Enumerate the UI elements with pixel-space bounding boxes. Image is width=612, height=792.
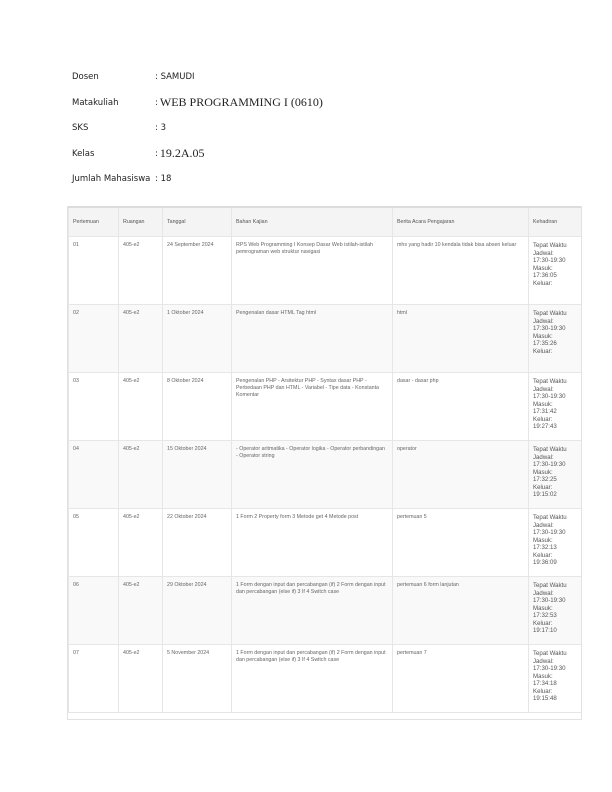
cell-bahan-kajian: Pengenalan dasar HTML Tag html (232, 305, 393, 373)
cell-tanggal: 5 November 2024 (163, 645, 232, 713)
cell-kehadiran (529, 441, 582, 509)
cell-pertemuan: 06 (69, 577, 119, 645)
cell-pertemuan: 07 (69, 645, 119, 713)
schedule-time: 17:30-19:30 (533, 325, 566, 332)
attendance-table-container (67, 206, 582, 720)
checkout-time: 19:15:02 (533, 491, 557, 498)
header-kehadiran: Kehadiran (529, 207, 582, 237)
checkin-label: Masuk: (533, 536, 553, 544)
table-header-row (69, 207, 582, 237)
schedule-label: Jadwal: (533, 317, 554, 325)
cell-berita-acara: pertemuan 7 (393, 645, 529, 713)
info-colon: : (155, 97, 158, 108)
cell-ruangan: 405-e2 (119, 577, 163, 645)
table-row (69, 577, 582, 645)
checkin-label: Masuk: (533, 332, 553, 340)
info-label: Jumlah Mahasiswa (72, 174, 151, 184)
attendance-status: Tepat Waktu (533, 310, 567, 317)
checkin-time: 17:36:05 (533, 272, 557, 279)
info-label: SKS (72, 123, 89, 133)
schedule-time: 17:30-19:30 (533, 393, 566, 400)
cell-pertemuan: 01 (69, 237, 119, 305)
info-colon: : (155, 148, 158, 159)
checkin-label: Masuk: (533, 604, 553, 612)
cell-tanggal: 24 September 2024 (163, 237, 232, 305)
table-row (69, 373, 582, 441)
table-row (69, 237, 582, 305)
class-code: 19.2A.05 (159, 145, 205, 160)
cell-bahan-kajian: RPS Web Programming I Konsep Dasar Web istilah-istilah pemrograman web struktur navigasi (232, 237, 393, 305)
cell-pertemuan: 02 (69, 305, 119, 373)
schedule-time: 17:30-19:30 (533, 529, 566, 536)
checkin-label: Masuk: (533, 468, 553, 476)
info-value: : SAMUDI (155, 72, 195, 82)
cell-bahan-kajian: 1 Form dengan input dan percabangan (if) 2 Form dengan input dan percabangan (else if) 3 If 4 Switch case (232, 645, 393, 713)
checkout-label: Keluar: (533, 483, 553, 491)
course-name: WEB PROGRAMMING I (0610) (159, 94, 323, 109)
checkin-time: 17:32:53 (533, 612, 557, 619)
info-value: : 3 (155, 123, 166, 133)
info-row-matakuliah (72, 96, 552, 122)
info-label: Dosen (72, 72, 99, 82)
info-row-sks (72, 121, 552, 147)
cell-berita-acara: dasar - dasar php (393, 373, 529, 441)
cell-kehadiran (529, 645, 582, 713)
checkin-label: Masuk: (533, 672, 553, 680)
info-row-dosen (72, 70, 552, 96)
cell-bahan-kajian: Pengenalan PHP - Arsitektur PHP - Syntax dasar PHP - Perbedaan PHP dan HTML - Variabel - Tipe data - Konstanta Komentar (232, 373, 393, 441)
cell-kehadiran (529, 577, 582, 645)
attendance-status: Tepat Waktu (533, 242, 567, 249)
attendance-table (68, 206, 582, 713)
cell-bahan-kajian: 1 Form dengan input dan percabangan (if) 2 Form dengan input dan percabangan (else if) 3 If 4 Switch case (232, 577, 393, 645)
cell-ruangan: 405-e2 (119, 645, 163, 713)
header-ruangan: Ruangan (119, 207, 163, 237)
checkin-label: Masuk: (533, 400, 553, 408)
cell-tanggal: 29 Oktober 2024 (163, 577, 232, 645)
checkout-time: 19:17:10 (533, 627, 557, 634)
checkout-time: 19:27:43 (533, 423, 557, 430)
schedule-label: Jadwal: (533, 385, 554, 393)
cell-ruangan: 405-e2 (119, 237, 163, 305)
attendance-status: Tepat Waktu (533, 446, 567, 453)
cell-ruangan: 405-e2 (119, 441, 163, 509)
header-bahan-kajian: Bahan Kajian (232, 207, 393, 237)
schedule-time: 17:30-19:30 (533, 665, 566, 672)
cell-ruangan: 405-e2 (119, 509, 163, 577)
schedule-time: 17:30-19:30 (533, 257, 566, 264)
cell-kehadiran (529, 305, 582, 373)
schedule-time: 17:30-19:30 (533, 597, 566, 604)
cell-pertemuan: 03 (69, 373, 119, 441)
schedule-label: Jadwal: (533, 249, 554, 257)
cell-pertemuan: 05 (69, 509, 119, 577)
cell-ruangan: 405-e2 (119, 373, 163, 441)
cell-tanggal: 8 Oktober 2024 (163, 373, 232, 441)
checkin-label: Masuk: (533, 264, 553, 272)
cell-bahan-kajian: 1 Form 2 Property form 3 Metode get 4 Metode post (232, 509, 393, 577)
info-row-jumlah-mahasiswa (72, 172, 552, 198)
checkin-time: 17:31:42 (533, 408, 557, 415)
schedule-label: Jadwal: (533, 589, 554, 597)
table-row (69, 305, 582, 373)
schedule-label: Jadwal: (533, 521, 554, 529)
checkout-time: 19:36:09 (533, 559, 557, 566)
cell-kehadiran (529, 237, 582, 305)
cell-berita-acara: operator (393, 441, 529, 509)
cell-kehadiran (529, 373, 582, 441)
cell-berita-acara: html (393, 305, 529, 373)
info-value (155, 146, 205, 161)
checkout-label: Keluar: (533, 415, 553, 423)
checkin-time: 17:32:25 (533, 476, 557, 483)
header-tanggal: Tanggal (163, 207, 232, 237)
attendance-status: Tepat Waktu (533, 514, 567, 521)
info-label: Matakuliah (72, 97, 119, 108)
schedule-label: Jadwal: (533, 453, 554, 461)
checkout-label: Keluar: (533, 347, 553, 355)
info-row-kelas (72, 147, 552, 173)
schedule-label: Jadwal: (533, 657, 554, 665)
attendance-status: Tepat Waktu (533, 582, 567, 589)
course-info (72, 70, 552, 198)
cell-tanggal: 22 Oktober 2024 (163, 509, 232, 577)
checkin-time: 17:34:18 (533, 680, 557, 687)
table-row (69, 645, 582, 713)
checkout-label: Keluar: (533, 619, 553, 627)
table-row (69, 509, 582, 577)
cell-berita-acara: mhs yang hadir 10 kendala tidak bisa absen keluar (393, 237, 529, 305)
info-value (155, 95, 323, 110)
cell-bahan-kajian: - Operator aritmatika - Operator logika - Operator perbandingan - Operator string (232, 441, 393, 509)
cell-kehadiran (529, 509, 582, 577)
attendance-status: Tepat Waktu (533, 650, 567, 657)
header-berita-acara: Berita Acara Pengajaran (393, 207, 529, 237)
checkout-time: 19:15:48 (533, 695, 557, 702)
info-value: : 18 (155, 174, 172, 184)
checkin-time: 17:35:26 (533, 340, 557, 347)
attendance-status: Tepat Waktu (533, 378, 567, 385)
checkout-label: Keluar: (533, 279, 553, 287)
cell-pertemuan: 04 (69, 441, 119, 509)
header-pertemuan: Pertemuan (69, 207, 119, 237)
schedule-time: 17:30-19:30 (533, 461, 566, 468)
checkin-time: 17:32:13 (533, 544, 557, 551)
cell-tanggal: 15 Oktober 2024 (163, 441, 232, 509)
cell-tanggal: 1 Oktober 2024 (163, 305, 232, 373)
table-row (69, 441, 582, 509)
checkout-label: Keluar: (533, 551, 553, 559)
cell-berita-acara: pertemuan 6 form lanjutan (393, 577, 529, 645)
info-label: Kelas (72, 148, 95, 159)
cell-ruangan: 405-e2 (119, 305, 163, 373)
checkout-label: Keluar: (533, 687, 553, 695)
cell-berita-acara: pertemuan 5 (393, 509, 529, 577)
